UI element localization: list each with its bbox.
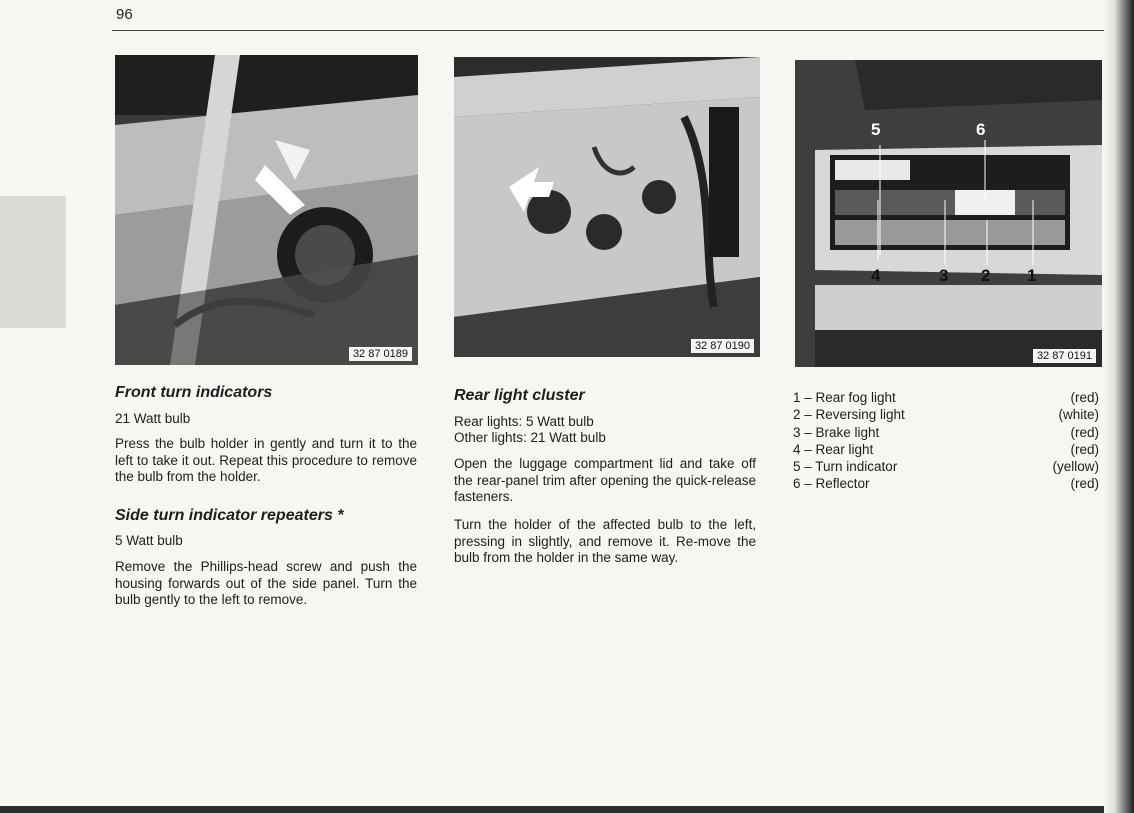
legend-label: 3 – Brake light — [793, 424, 880, 440]
front-turn-body: Press the bulb holder in gently and turn it to the left to take it out. Repeat this procedure to remove the bulb from the holder. — [115, 436, 417, 484]
page-shadow — [0, 196, 66, 328]
figure-code: 32 87 0190 — [691, 339, 754, 353]
front-turn-heading: Front turn indicators — [115, 384, 273, 401]
side-turn-heading: Side turn indicator repeaters * — [115, 507, 344, 524]
callout-2: 2 — [981, 266, 991, 285]
front-indicator-photo — [115, 55, 418, 365]
rear-cluster-para-2: Turn the holder of the affected bulb to the left, pressing in slightly, and remove it. Re-move the bulb from the holder in the same way. — [454, 517, 756, 565]
legend-color: (yellow) — [1052, 459, 1099, 475]
rear-lights-wattage: Rear lights: 5 Watt bulb — [454, 414, 594, 429]
page-edge-bottom — [0, 806, 1104, 813]
callout-6: 6 — [976, 120, 986, 139]
tail-light-photo — [795, 60, 1102, 367]
legend-label: 2 – Reversing light — [793, 407, 905, 423]
rear-cluster-para-1: Open the luggage compartment lid and take off the rear-panel trim after opening the quick-release fasteners. — [454, 456, 756, 504]
legend-color: (red) — [1070, 476, 1099, 492]
callout-1: 1 — [1027, 266, 1037, 285]
legend-label: 5 – Turn indicator — [793, 459, 898, 475]
legend-row — [793, 389, 1099, 406]
legend-row — [793, 458, 1099, 475]
callout-4: 4 — [871, 266, 881, 285]
other-lights-wattage: Other lights: 21 Watt bulb — [454, 430, 606, 445]
header-rule — [112, 30, 1104, 31]
legend-row — [793, 406, 1099, 423]
legend-label: 6 – Reflector — [793, 476, 870, 492]
legend-color: (red) — [1070, 390, 1099, 405]
callout-5: 5 — [871, 120, 881, 139]
legend-label: 4 – Rear light — [793, 441, 874, 457]
side-turn-body: Remove the Phillips-head screw and push the housing forwards out of the side panel. Turn the bulb gently to the left to remove. — [115, 559, 417, 607]
page-edge — [1104, 0, 1134, 813]
legend-color: (red) — [1070, 424, 1099, 440]
rear-cluster-photo — [454, 57, 760, 357]
front-turn-wattage: 21 Watt bulb — [115, 411, 191, 426]
figure-code: 32 87 0189 — [349, 347, 412, 361]
legend-color: (white) — [1058, 407, 1099, 423]
callout-3: 3 — [939, 266, 949, 285]
figure-code: 32 87 0191 — [1033, 349, 1096, 363]
legend-label: 1 – Rear fog light — [793, 390, 896, 405]
legend-row — [793, 424, 1099, 441]
page-number: 96 — [116, 6, 133, 23]
legend-row — [793, 475, 1099, 492]
rear-cluster-heading: Rear light cluster — [454, 387, 585, 404]
light-legend — [793, 389, 1099, 493]
legend-row — [793, 441, 1099, 458]
legend-color: (red) — [1070, 441, 1099, 457]
side-turn-wattage: 5 Watt bulb — [115, 533, 183, 548]
